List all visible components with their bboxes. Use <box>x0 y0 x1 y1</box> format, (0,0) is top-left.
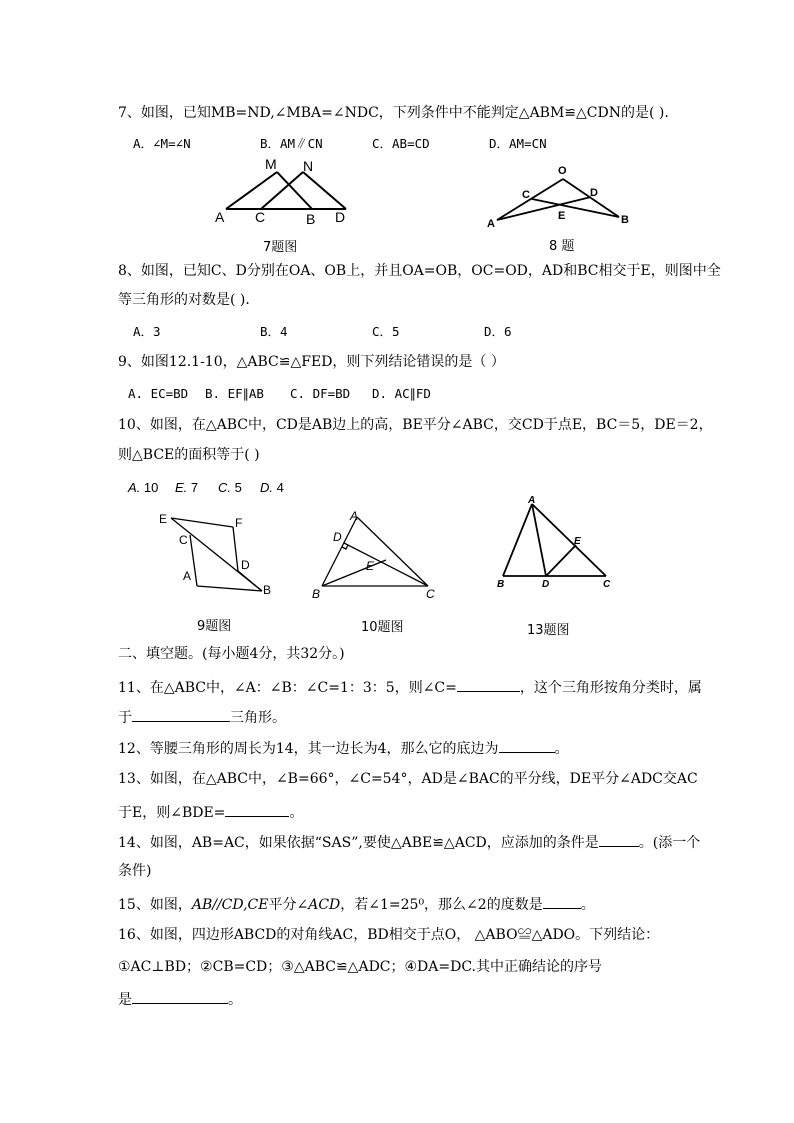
fig13-caption: 13题图 <box>527 623 570 638</box>
fig10-label-b: B <box>312 587 321 601</box>
q10-option-b: E. 7 <box>175 480 199 495</box>
fig9-label-b: B <box>263 583 272 597</box>
fig10-caption: 10题图 <box>361 620 404 635</box>
q8-option-b: B．4 <box>260 324 288 339</box>
q7-option-c: C．AB=CD <box>372 136 430 151</box>
fig13-label-d: D <box>542 579 550 590</box>
fig13-label-c: C <box>603 579 611 590</box>
q16-line-1: 16、如图，四边形ABCD的对角线AC，BD相交于点O， △ABO≌△ADO。下列结论： <box>118 927 660 943</box>
section-2-title: 二、填空题。(每小题4分，共32分。) <box>118 646 345 662</box>
q12-blank[interactable] <box>499 738 555 753</box>
q10-option-d: D. 4 <box>260 480 284 495</box>
q9-option-b: B. EF∥AB <box>205 386 264 401</box>
q8-option-a: A．3 <box>133 324 161 339</box>
q8-line-1: 8、如图，已知C、D分别在OA、OB上，并且OA=OB，OC=OD，AD和BC相交于E，则图中全 <box>118 263 721 279</box>
q7-option-a: A．∠M=∠N <box>133 136 191 151</box>
q14-blank[interactable] <box>599 832 639 847</box>
fig13-label-b: B <box>497 579 505 590</box>
fig7-label-c: C <box>255 209 266 225</box>
q9-text: 9、如图12.1-10，△ABC≌△FED，则下列结论错误的是（ ） <box>118 354 505 370</box>
q8-option-c: C．5 <box>372 324 400 339</box>
q10-line-1: 10、如图，在△ABC中，CD是AB边上的高，BE平分∠ABC，交CD于点E，BC＝5，DE＝2， <box>118 417 713 433</box>
fig7-label-b: B <box>306 211 316 227</box>
fig8-label-e: E <box>558 210 566 222</box>
fig9-label-f: F <box>235 516 243 530</box>
fig8-label-a: A <box>487 218 495 230</box>
q10-line-2: 则△BCE的面积等于( ) <box>118 447 260 463</box>
q16-line-2: ①AC⊥BD；②CB=CD；③△ABC≌△ADC；④DA=DC.其中正确结论的序号 <box>118 959 603 975</box>
fig8-label-o: O <box>558 165 567 177</box>
q9-option-a: A. EC=BD <box>128 386 189 401</box>
fig8-label-d: D <box>590 187 598 199</box>
q11-line-1: 11、在△ABC中，∠A：∠B：∠C=1：3：5，则∠C= ，这个三角形按角分类时，属 <box>118 677 702 697</box>
q12-line: 12、等腰三角形的周长为14，其一边长为4，那么它的底边为 。 <box>118 738 569 758</box>
fig10-label-c: C <box>426 587 435 601</box>
q11-line-2: 于 三角形。 <box>118 707 286 727</box>
q14-line-1: 14、如图，AB=AC，如果依据“SAS”,要使△ABE≌△ACD，应添加的条件是 。(添一个 <box>118 832 700 852</box>
q10-option-c: C. 5 <box>218 480 242 495</box>
fig8-caption: 8 题 <box>549 239 575 254</box>
q8-line-2: 等三角形的对数是( ). <box>118 292 250 308</box>
fig7-label-m: M <box>265 156 277 172</box>
fig10-label-d: D <box>333 530 342 544</box>
fig7-caption: 7题图 <box>263 240 298 255</box>
q7-text: 7、如图，已知MB=ND,∠MBA=∠NDC，下列条件中不能判定△ABM≌△CDN的是( ). <box>118 105 669 121</box>
q15-blank[interactable] <box>543 894 581 909</box>
q7-option-d: D．AM=CN <box>489 136 547 151</box>
q11-blank-1[interactable] <box>457 677 520 692</box>
fig9-caption: 9题图 <box>197 619 232 634</box>
q11-blank-2[interactable] <box>132 707 230 722</box>
fig13-label-e: E <box>574 536 581 547</box>
q13-line-2: 于E，则∠BDE= 。 <box>118 802 303 822</box>
fig8-label-b: B <box>621 214 629 226</box>
fig7-label-a: A <box>215 209 225 225</box>
fig13-label-a: A <box>528 495 536 506</box>
q15-line: 15、如图，AB//CD,CE平分∠ACD，若∠1=25⁰，那么∠2的度数是 。 <box>118 894 595 914</box>
fig9-label-a: A <box>183 569 192 583</box>
fig10-label-a: A <box>350 509 359 523</box>
fig8-label-c: C <box>522 189 530 201</box>
q13-line-1: 13、如图，在△ABC中，∠B=66°，∠C=54°，AD是∠BAC的平分线，DE平分∠ADC交AC <box>118 771 698 787</box>
q14-line-2: 条件) <box>118 863 152 879</box>
q10-option-a: A. 10 <box>128 480 159 495</box>
fig9-label-d: D <box>241 558 250 572</box>
q8-option-d: D．6 <box>484 324 512 339</box>
fig9-label-c: C <box>179 533 188 547</box>
q16-blank[interactable] <box>132 989 228 1004</box>
q7-option-b: B．AM∥CN <box>260 136 323 151</box>
q9-option-c: C. DF=BD <box>290 386 351 401</box>
fig9-label-e: E <box>159 512 168 526</box>
q16-line-3: 是 。 <box>118 989 242 1009</box>
fig7-label-n: N <box>303 158 314 174</box>
fig10-label-e: E <box>366 559 375 573</box>
q13-blank[interactable] <box>225 802 289 817</box>
q9-option-d: D. AC∥FD <box>372 386 431 401</box>
fig7-label-d: D <box>335 209 346 225</box>
